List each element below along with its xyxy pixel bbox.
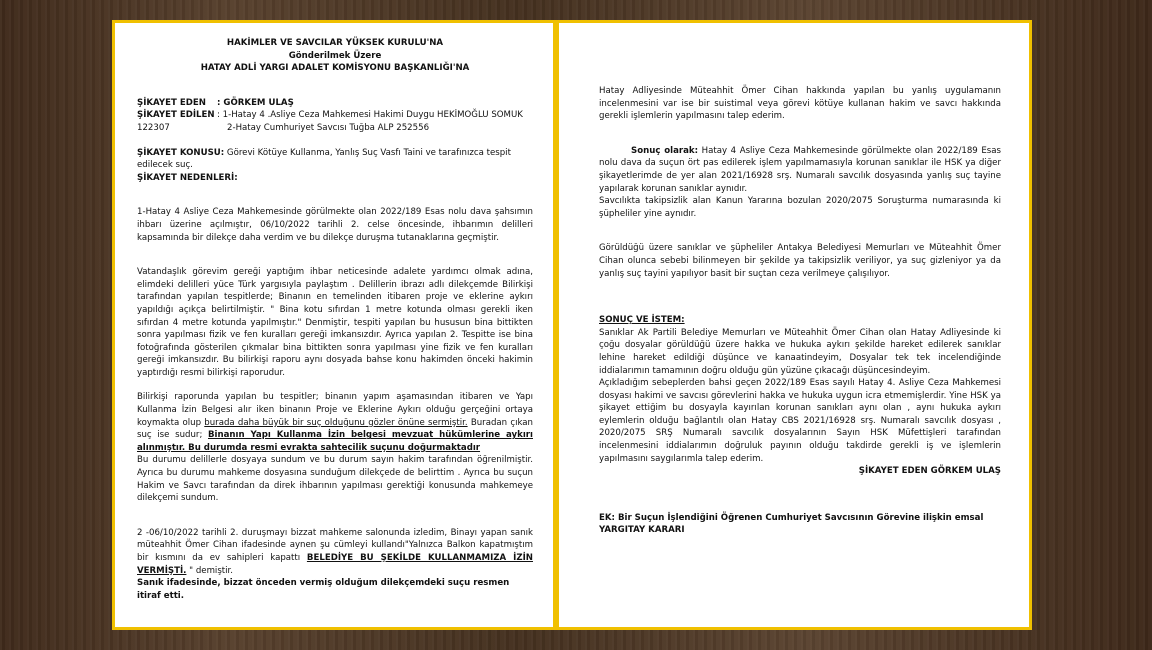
paragraph-3-tail: Buradan çıkan suç ise sudur; (137, 417, 533, 441)
header-line-2: Gönderilmek Üzere (288, 50, 382, 61)
paragraph-6: Sanık ifadesinde, bizzat önceden vermiş olduğum dilekçemdeki suçu resmen itiraf etti. (137, 578, 510, 601)
right-paragraph-6: Açıkladığım sebeplerden bahsi geçen 2022/189 Esas sayılı Hatay 4. Asliye Ceza Mahkemesi dosyası hakimi ve savcısı görevlerini hakka ve hukuka uygun icra etmemişlerdir. Yine HSK ya şikayet ettiğim bu dosyayla kayırılan korunan sanıkları aynı olan , aynı hukuka aykırı eylemlerin olduğu bağlantılı olan Hatay CBS 2021/16928 srş. Numaralı savcılık dosyası , 2020/2075 SRŞ Numaralı savcılık dosyalarının Sayın HSK Müfettişleri tarafından incelenmesini iddialarımın doğruluk payının olduğu takdirde gerekli iş ve işlemlerin yapılmasını saygılarımla talep ederim. (599, 378, 1001, 464)
paragraph-2: Vatandaşlık görevim gereği yaptığım ihbar neticesinde adalete yardımcı olmak adına, elimdeki delilleri yüce Türk yargısıyla paylaştım . Delillerin ibrazı adlı dilekçemde Bilirkişi tarafından yapılan tespitlerde; Binanın en temelinden itibaren proje ve eklerine aykırı yapıldığı açıkça belirtilmiştir. " Bina kotu sıfırdan 1 metre kotunda olması gerekli iken sıfırdan 4 metre kotunda yapılmıştır." Denmiştir, tespiti yapılan bu hususun bina bittikten sonra yapılması fizik ve fen kuralları gereği imkansızdır. Ayrıca yapılan 2. Tespitte ise bina fotoğrafında gösterilen çıkmalar bina bittikten sonra yapılması yine fizik ve fen kuralları gereği imkansızdır. Bu bilirkişi raporu aynı dosyada bahse konu hakimden önceki hakimin yaptırdığı resmi bilirkişi raporudur. (137, 267, 533, 378)
respondent-row (137, 109, 533, 122)
paragraph-3-text: Bilirkişi raporunda yapılan bu tespitler; binanın yapım aşamasından itibaren ve Yapı Kullanma İzin Belgesi alır iken binanın Proje ve Eklerine Aykırı olduğu gerçeğini ortaya koymakta olup (137, 392, 533, 428)
complainant-label: ŞİKAYET EDEN (137, 97, 206, 108)
right-paragraph-2 (599, 145, 1001, 195)
subject-label: ŞİKAYET KONUSU: (137, 147, 225, 158)
respondent-id: 122307 (137, 122, 170, 133)
paragraph-5 (137, 527, 533, 577)
paragraph-5-quote: BELEDİYE BU ŞEKİLDE KULLANMAMIZA İZİN VERMİŞTİ. (137, 553, 533, 576)
right-paragraph-3: Savcılıkta takipsizlik alan Kanun Yararına bozulan 2020/2075 Soruşturma numarasında ki şüpheliler yine aynıdır. (599, 196, 1001, 219)
conclusion-text: Hatay 4 Asliye Ceza Mahkemesinde görülmekte olan 2022/189 Esas nolu dava da suçun ört pas edilerek işlem yapılmamasıyla korunan sanıklar ile HSK ya diğer şikayetlerimde de yer alan 2021/16928 srş. Numaralı savcılık dosyasında yanlış suç tayine yapılarak korunan sanıklar aynıdır. (599, 145, 1001, 194)
attachment-note: EK: Bir Suçun İşlendiğini Öğrenen Cumhuriyet Savcısının Görevine ilişkin emsal YARGITAY KARARI (599, 512, 984, 536)
paragraph-3 (137, 391, 533, 454)
complainant-row (137, 97, 533, 110)
subject (137, 147, 533, 172)
paragraph-3-underlined: burada daha büyük bir suç olduğunu gözler önüne sermiştir. (204, 417, 468, 428)
subject-text: Görevi Kötüye Kullanma, Yanlış Suç Vasfı Taini ve tarafınızca tespit edilecek suç. (137, 147, 511, 171)
paragraph-3-emphasis: Binanın Yapı Kullanma İzin belgesi mevzuat hükümlerine aykırı alınmıştır. Bu durumda resmi evrakta sahtecilik suçunu doğurmaktadır (137, 430, 533, 453)
respondent-row-2 (137, 122, 533, 135)
right-paragraph-1: Hatay Adliyesinde Müteahhit Ömer Cihan hakkında yapılan bu yanlış uygulamanın incelenmesini var ise bir suistimal veya görevi kötüye kullanan hakim ve savcı hakkında gerekli işlemlerin yapılmasını talep ederim. (599, 86, 1001, 122)
paragraph-1: 1-Hatay 4 Asliye Ceza Mahkemesinde görülmekte olan 2022/189 Esas nolu dava şahsımın ihbarı üzerine açılmıştır, 06/10/2022 tarihli 2. celse öncesinde, ihbarımın delilleri kapsamında bir dilekçe daha verdim ve bu dilekçe duruşma tutanaklarına geçmiştir. (137, 207, 533, 243)
paragraph-5-text: 2 -06/10/2022 tarihli 2. duruşmayı bizzat mahkeme salonunda izledim, Binayı yapan sanık müteahhit Ömer Cihan ifadesinde aynen şu cümleyi kullandı"Yalnızca Balkon kapatmıştım bir kısmını da ev sahipleri kapattı (137, 527, 533, 563)
signature: ŞİKAYET EDEN GÖRKEM ULAŞ (858, 466, 1001, 477)
header-line-1: HAKİMLER VE SAVCILAR YÜKSEK KURULU'NA (226, 38, 444, 48)
document-page-right (556, 20, 1032, 630)
paragraph-4: Bu durumu delillerle dosyaya sundum ve bu durum sayın hakim tarafından öğrenilmiştir. Ayrıca bu durumu mahkeme dosyasına sunduğum dilekçede de belirttim . Ayrıca bu suçun Hakim ve Savcı tarafından da direk ihbarının yapılması gerektiği konusunda mahkemeye dilekçemi sundum. (137, 455, 533, 504)
respondent-label: ŞİKAYET EDİLEN (137, 110, 215, 121)
reasons-label: ŞİKAYET NEDENLERİ: (137, 172, 238, 183)
complainant-value: : GÖRKEM ULAŞ (217, 97, 294, 108)
document-page-left (112, 20, 556, 630)
header-line-3: HATAY ADLİ YARGI ADALET KOMİSYONU BAŞKANLIĞI'NA (200, 63, 470, 74)
respondent-line-2: 2-Hatay Cumhuriyet Savcısı Tuğba ALP 252556 (227, 122, 430, 133)
paragraph-5-tail: " demiştir. (186, 565, 234, 576)
respondent-line-1: : 1-Hatay 4 .Asliye Ceza Mahkemesi Hakimi Duygu HEKİMOĞLU SOMUK (217, 110, 523, 121)
result-label: SONUÇ VE İSTEM: (599, 315, 685, 326)
right-paragraph-4: Görüldüğü üzere sanıklar ve şüpheliler Antakya Belediyesi Memurları ve Müteahhit Ömer Cihan olunca sebebi bilinmeyen bir şekilde ya takipsizlik veriliyor, ya suç gizleniyor ya da yanlış suç tayini yapılıyor basit bir suçtan ceza verilmeye çalışılıyor. (599, 243, 1001, 279)
conclusion-label: Sonuç olarak: (631, 145, 699, 156)
right-paragraph-5: Sanıklar Ak Partili Belediye Memurları ve Müteahhit Ömer Cihan olan Hatay Adliyesinde ki çoğu dosyalar görüldüğü üzere hakka ve hukuka aykırı şekilde hareket edilerek sanıklar lehine hareket edildiği düşünce ve kanaatindeyim, Dosyalar tek tek incelendiğinde iddialarımın tamamının doğru olduğu gün yüzüne çıkacağı düşüncesindeyim. (599, 327, 1001, 376)
